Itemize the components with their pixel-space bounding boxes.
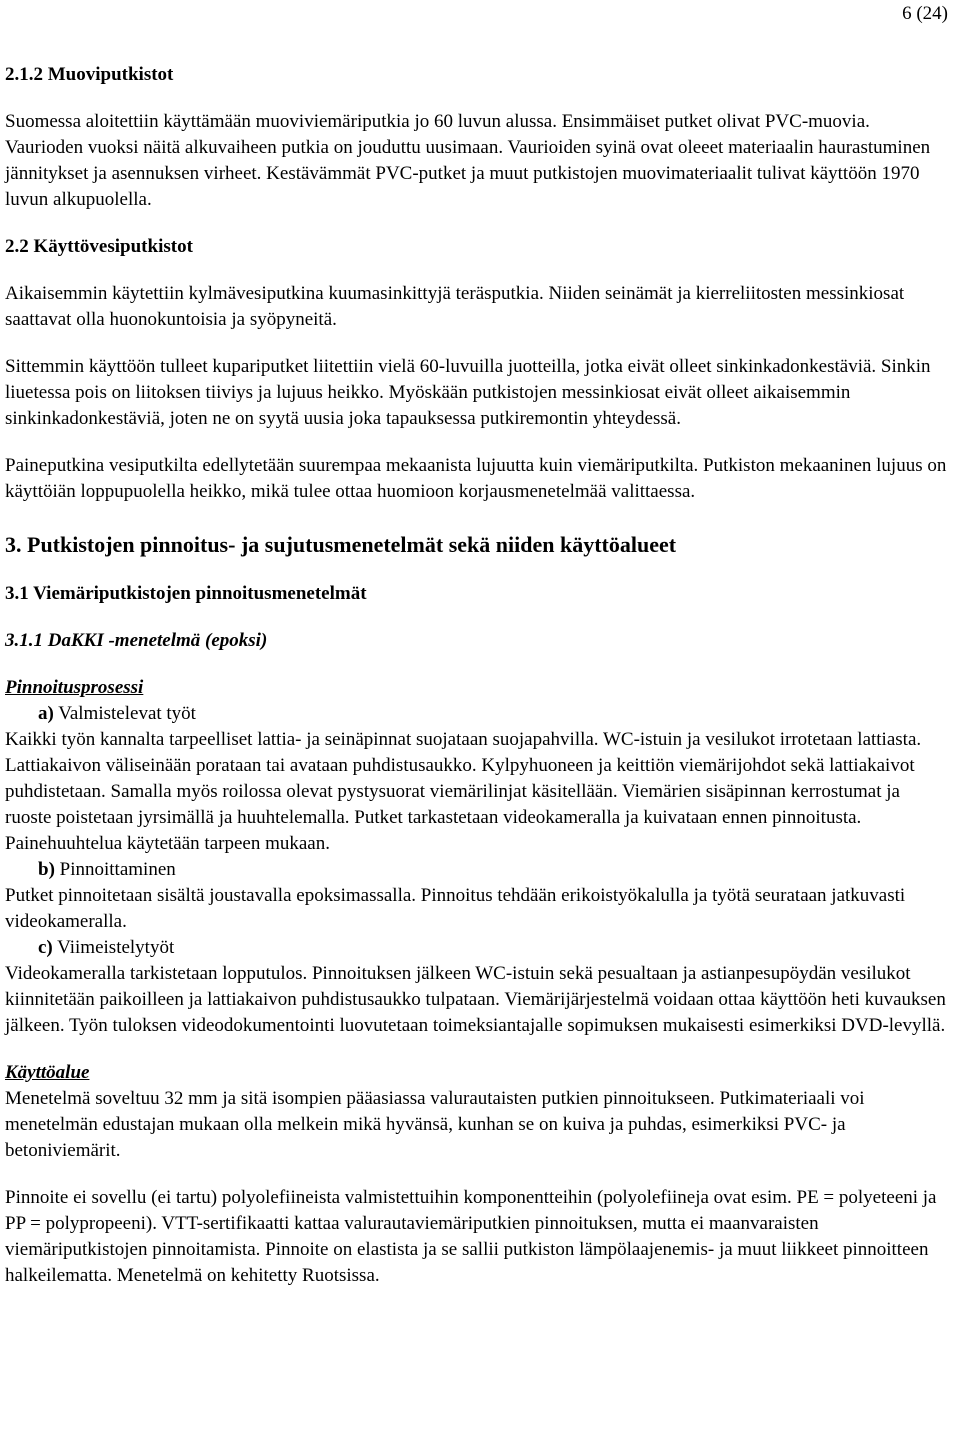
paragraph-kayttovesi-2: Sittemmin käyttöön tulleet kupariputket liitettiin vielä 60-luvuilla juotteilla, jotka eivät olleet sinkinkadonkestäviä. Sinkin liuetessa pois on liitoksen tiiviys ja lujuus heikko. Myöskään putkistojen messinkiosat eivät olleet aikaisemmin sinkinkadonkestäviä, joten ne on syytä uusia joka tapauksessa putkiremontin yhteydessä.: [5, 356, 931, 429]
heading-2-1-2: 2.1.2 Muoviputkistot: [5, 64, 174, 85]
heading-3-1-1: 3.1.1 DaKKI -menetelmä (epoksi): [5, 630, 268, 651]
step-c-label: Viimeistelytyöt: [52, 937, 175, 958]
step-a-heading: [5, 701, 950, 727]
paragraph-kayttovesi-1: Aikaisemmin käytettiin kylmävesiputkina kuumasinkittyjä teräsputkia. Niiden seinämät ja kierreliitosten messinkiosat saattavat olla huonokuntoisia ja syöpyneitä.: [5, 283, 905, 330]
step-b-marker: b): [38, 859, 55, 880]
step-b-text: Putket pinnoitetaan sisältä joustavalla epoksimassalla. Pinnoitus tehdään erikoistyökalulla ja työtä seurataan jatkuvasti videokameralla.: [5, 885, 906, 932]
usage-title: Käyttöalue: [5, 1062, 90, 1083]
paragraph-muoviputkistot: Suomessa aloitettiin käyttämään muoviviemäriputkia jo 60 luvun alussa. Ensimmäiset putket olivat PVC-muovia. Vaurioden vuoksi näitä alkuvaiheen putkia on jouduttu uusimaan. Vaurioiden syinä ovat oleeet materiaalin haurastuminen jännitykset ja asennuksen virheet. Kestävämmät PVC-putket ja muut putkistojen muovimateriaalit tulivat käyttöön 1970 luvun alkupuolella.: [5, 111, 931, 210]
step-c-heading: [5, 935, 950, 961]
heading-3: 3. Putkistojen pinnoitus- ja sujutusmenetelmät sekä niiden käyttöalueet: [5, 532, 677, 557]
usage-paragraph-2: Pinnoite ei sovellu (ei tartu) polyolefiineista valmistettuihin komponentteihin (polyolefiineja ovat esim. PE = polyeteeni ja PP = polypropeeni). VTT-sertifikaatti kattaa valurautaviemäriputkien pinnoituksen, mutta ei maanvaraisten viemäriputkistojen pinnoitamista. Pinnoite on elastista ja se sallii putkiston lämpölaajenemis- ja muut liikkeet pinnoitteen halkeilematta. Menetelmä on kehitetty Ruotsissa.: [5, 1187, 937, 1286]
heading-3-1: 3.1 Viemäriputkistojen pinnoitusmenetelmät: [5, 583, 367, 604]
step-a-label: Valmistelevat työt: [53, 703, 196, 724]
step-a-marker: a): [38, 703, 54, 724]
document-body: [5, 62, 950, 1289]
step-b-label: Pinnoittaminen: [54, 859, 176, 880]
step-c-text: Videokameralla tarkistetaan lopputulos. Pinnoituksen jälkeen WC-istuin sekä pesualtaan ja astianpesupöydän vesilukot kiinnitetään paikoilleen ja lattiakaivon puhdistusaukko tulpataan. Viemärijärjestelmä voidaan ottaa käyttöön heti kuvauksen jälkeen. Työn tuloksen videodokumentointi luovutetaan toimeksiantajalle sopimuksen mukaisesti esimerkiksi DVD-levyllä.: [5, 963, 946, 1036]
process-title: Pinnoitusprosessi: [5, 677, 144, 698]
usage-paragraph-1: Menetelmä soveltuu 32 mm ja sitä isompien pääasiassa valurautaisten putkien pinnoitukseen. Putkimateriaali voi menetelmän edustajan mukaan olla melkein mikä hyvänsä, kunhan se on kuiva ja puhdas, esimerkiksi PVC- ja betoniviemärit.: [5, 1088, 865, 1161]
step-c-marker: c): [38, 937, 53, 958]
paragraph-kayttovesi-3: Paineputkina vesiputkilta edellytetään suurempaa mekaanista lujuutta kuin viemäriputkilta. Putkiston mekaaninen lujuus on käyttöiän loppupuolella heikko, mikä tulee ottaa huomioon korjausmenetelmää valittaessa.: [5, 455, 947, 502]
page-number: 6 (24): [902, 3, 948, 24]
heading-2-2: 2.2 Käyttövesiputkistot: [5, 236, 193, 257]
step-a-text: Kaikki työn kannalta tarpeelliset lattia- ja seinäpinnat suojataan suojapahvilla. WC-istuin ja vesilukot irrotetaan lattiasta. Lattiakaivon väliseinään porataan tai avataan puhdistusaukko. Kylpyhuoneen ja keittiön viemärijohdot sekä lattiakaivot puhdistetaan. Samalla myös roilossa olevat pystysuorat viemärilinjat käsitellään. Viemärien sisäpinnan kerrostumat ja ruoste poistetaan jyrsimällä ja huuhtelemalla. Putket tarkastetaan videokameralla ja kuivataan ennen pinnoitusta. Painehuuhtelua käytetään tarpeen mukaan.: [5, 729, 922, 854]
step-b-heading: [5, 857, 950, 883]
